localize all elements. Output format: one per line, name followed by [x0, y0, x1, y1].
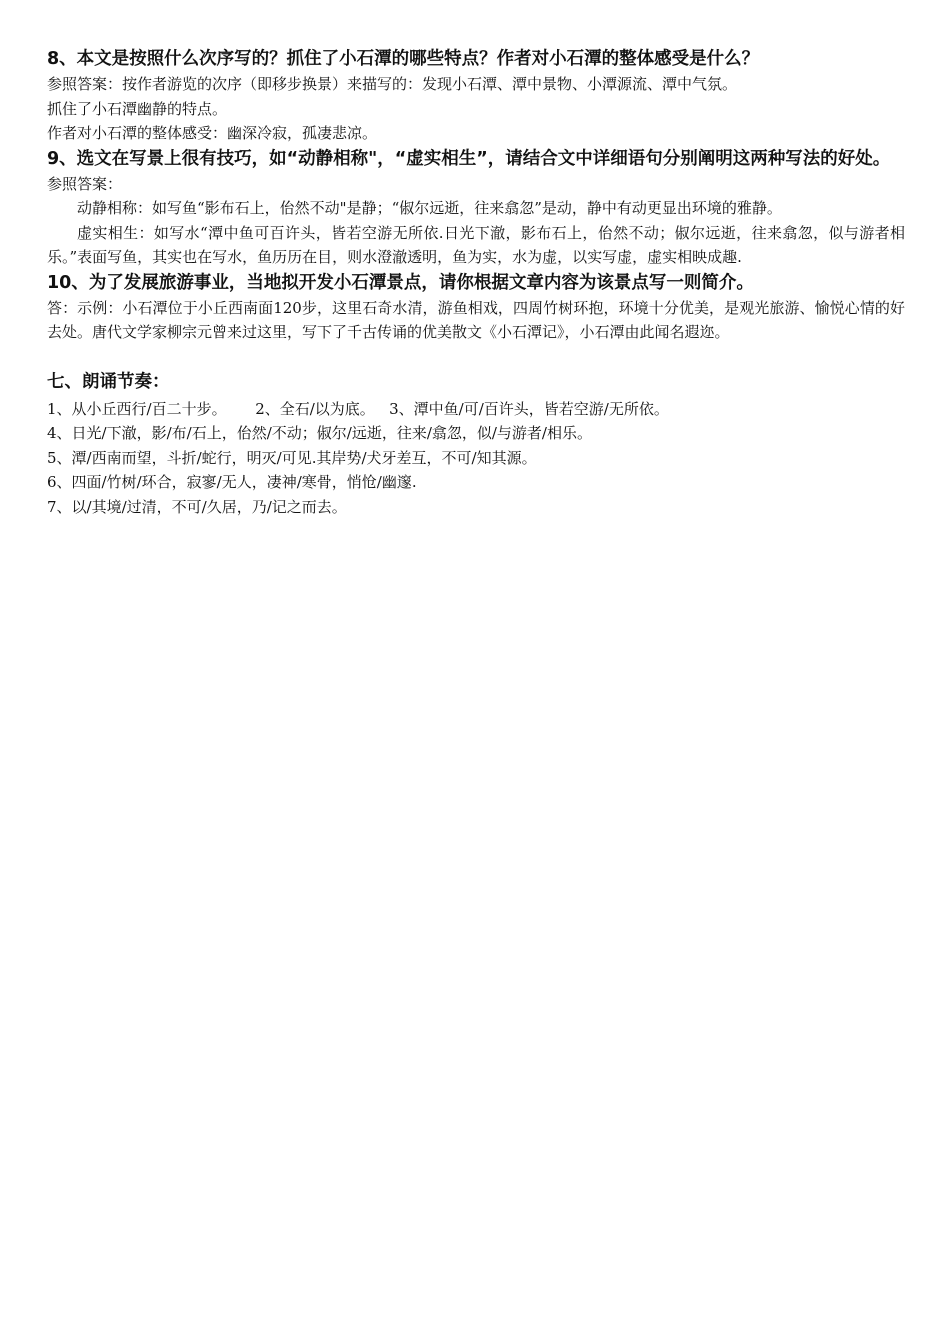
- document-page: [47, 46, 905, 519]
- answer-9-real-virtual: 虚实相生：如写水“潭中鱼可百许头，皆若空游无所依.日光下澈，影布石上，佁然不动；俶尔远逝，往来翕忽，似与游者相乐。”表面写鱼，其实也在写水，鱼历历在目，则水澄澈透明，鱼为实，水为虚，以实写虚，虚实相映成趣.: [47, 223, 905, 266]
- section-7-title: 七、朗诵节奏：: [47, 371, 170, 392]
- rhythm-line-6: 6、四面/竹树/环合，寂寥/无人，凄神/寒骨，悄怆/幽邃.: [47, 473, 417, 491]
- question-10: 10、为了发展旅游事业，当地拟开发小石潭景点，请你根据文章内容为该景点写一则简介。: [47, 272, 754, 293]
- rhythm-line-4: 4、日光/下澈，影/布/石上，佁然/不动；俶尔/远逝，往来/翕忽，似/与游者/相乐。: [47, 424, 592, 442]
- answer-9-label: 参照答案：: [47, 174, 123, 193]
- rhythm-line-7: 7、以/其境/过清，不可/久居，乃/记之而去。: [47, 497, 347, 516]
- section-spacer: [47, 345, 905, 369]
- answer-8-feature: 抓住了小石潭幽静的特点。: [47, 99, 228, 118]
- rhythm-line-1: 1、从小丘西行/百二十步。 2、全石/以为底。 3、潭中鱼/可/百许头，皆若空游/无所依。: [47, 399, 669, 418]
- answer-8-feeling: 作者对小石潭的整体感受：幽深冷寂，孤凄悲凉。: [47, 124, 378, 142]
- answer-9-dynamic-static: 动静相称：如写鱼“影布石上，佁然不动"是静；“俶尔远逝，往来翕忽”是动，静中有动更显出环境的雅静。: [77, 199, 782, 217]
- question-8: 8、本文是按照什么次序写的？抓住了小石潭的哪些特点？作者对小石潭的整体感受是什么？: [47, 49, 760, 69]
- answer-8-order: 参照答案：按作者游览的次序（即移步换景）来描写的：发现小石潭、潭中景物、小潭源流、潭中气氛。: [47, 75, 738, 93]
- question-9: 9、选文在写景上很有技巧，如“动静相称"，“虚实相生”，请结合文中详细语句分别阐明这两种写法的好处。: [47, 148, 891, 169]
- answer-10: 答：示例：小石潭位于小丘西南面120步，这里石奇水清，游鱼相戏，四周竹树环抱，环境十分优美，是观光旅游、愉悦心情的好去处。唐代文学家柳宗元曾来过这里，写下了千古传诵的优美散文《小石潭记》，小石潭由此闻名遐迩。: [47, 298, 905, 341]
- rhythm-line-5: 5、潭/西南而望，斗折/蛇行，明灭/可见.其岸势/犬牙差互，不可/知其源。: [47, 448, 537, 467]
